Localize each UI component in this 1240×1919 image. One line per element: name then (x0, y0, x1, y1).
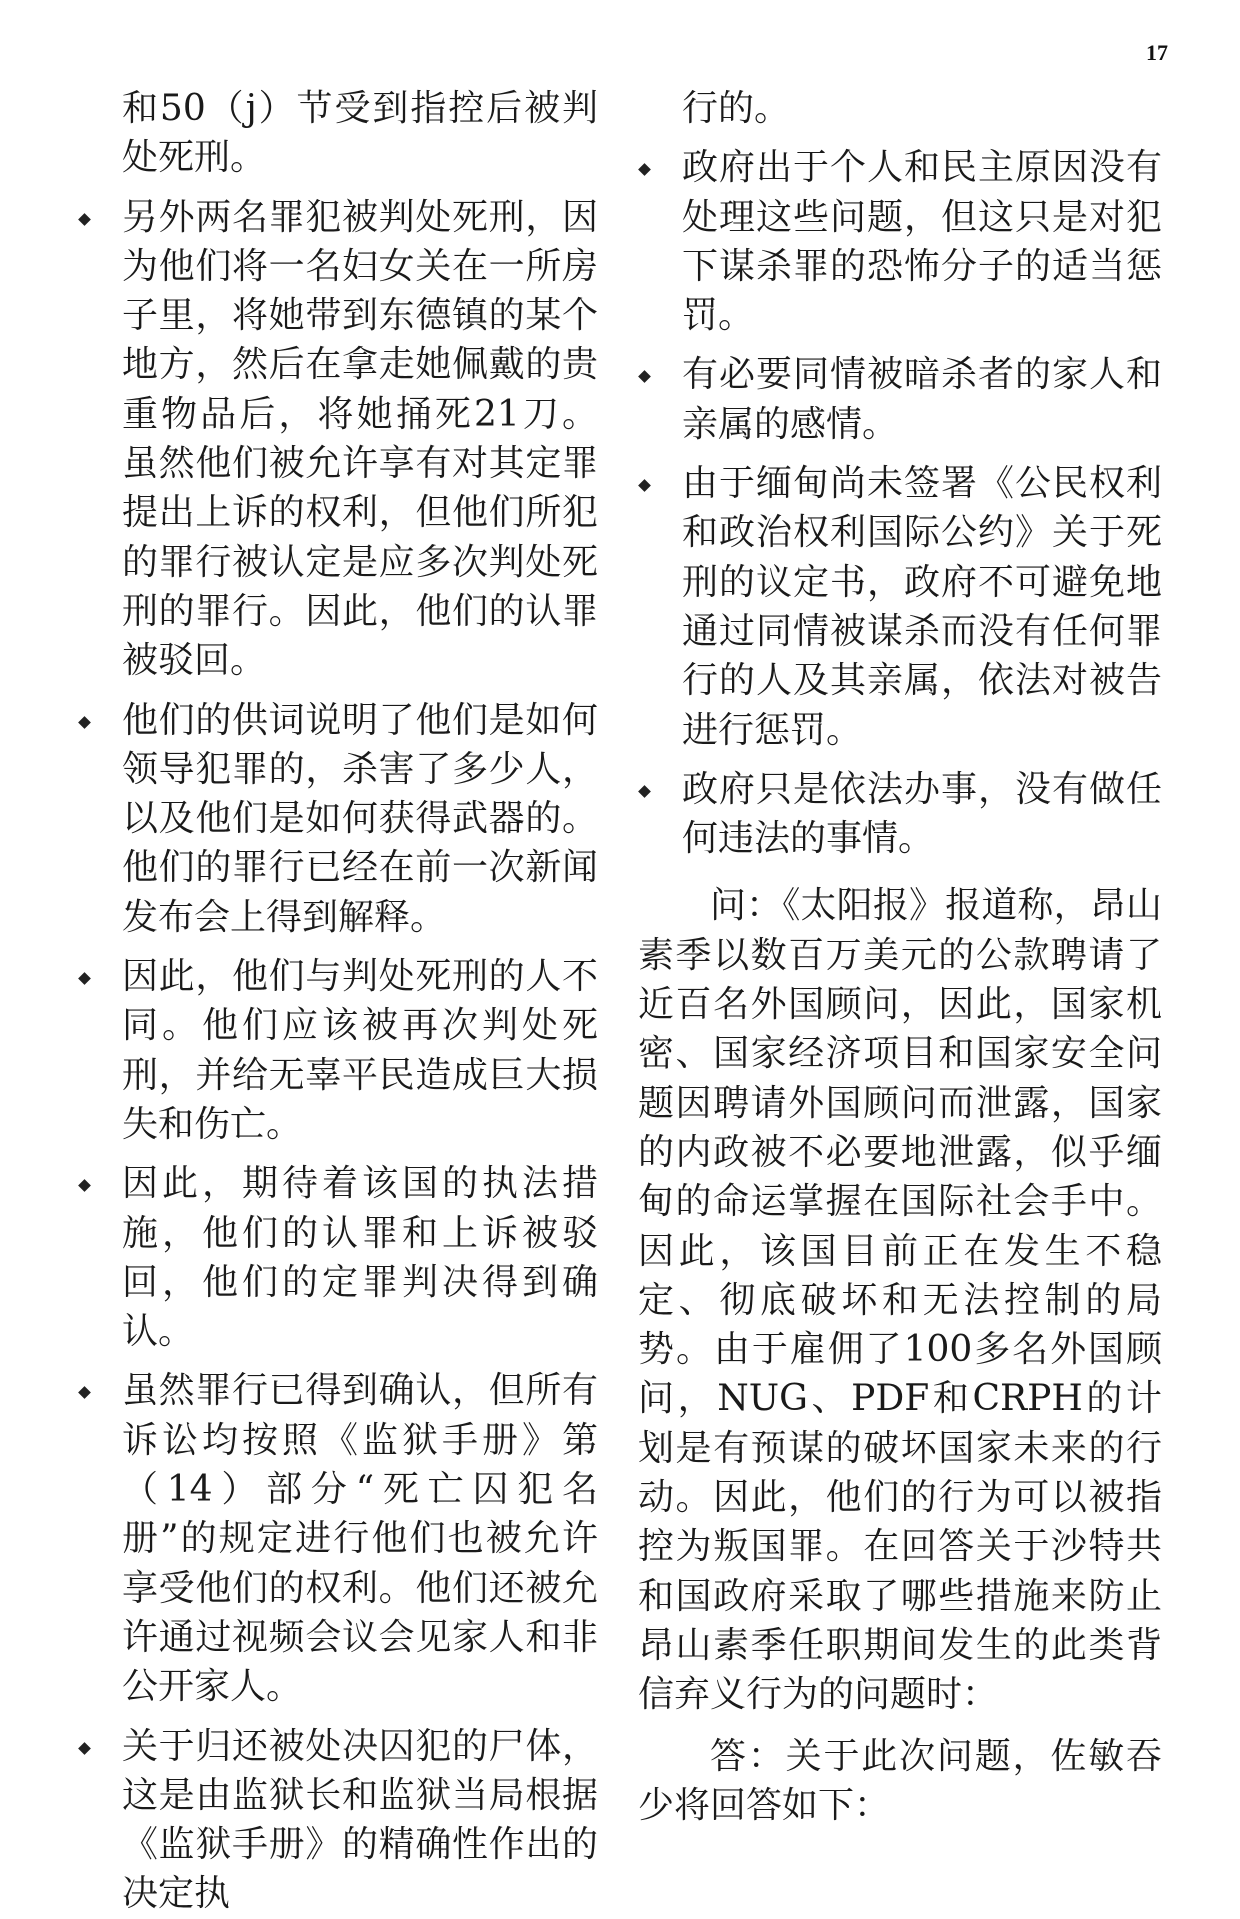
bullet-text: 有必要同情被暗杀者的家人和亲属的感情。 (682, 354, 1162, 445)
bullet-text: 虽然罪行已得到确认，但所有诉讼均按照《监狱手册》第（14）部分“死亡囚犯名册”的规定进行他们也被允许享受他们的权利。他们还被允许通过视频会议会见家人和非公开家人。 (122, 1370, 598, 1708)
bullet-text: 政府只是依法办事，没有做任何违法的事情。 (682, 768, 1162, 860)
right-column (638, 84, 1162, 1830)
page-number: 17 (1146, 40, 1168, 65)
bullet-text: 因此，他们与判处死刑的人不同。他们应该被再次判处死刑，并给无辜平民造成巨大损失和伤亡。 (122, 956, 598, 1145)
diamond-bullet-icon (78, 213, 91, 226)
diamond-bullet-icon (78, 716, 91, 729)
bullet-item (78, 952, 598, 1149)
diamond-bullet-icon (78, 1179, 91, 1192)
answer-paragraph: 答：关于此次问题，佐敏吞少将回答如下： (638, 1735, 1162, 1826)
bullet-text: 关于归还被处决囚犯的尸体，这是由监狱长和监狱当局根据《监狱手册》的精确性作出的决定执 (122, 1725, 598, 1915)
continued-paragraph: 行的。 (682, 88, 791, 129)
diamond-bullet-icon (78, 1387, 91, 1400)
continued-paragraph: 和50（j）节受到指控后被判处死刑。 (122, 88, 598, 179)
bullet-text: 因此，期待着该国的执法措施，他们的认罪和上诉被驳回，他们的定罪判决得到确认。 (122, 1163, 598, 1353)
left-column (78, 84, 598, 1919)
diamond-bullet-icon (78, 972, 91, 985)
question-paragraph: 问：《太阳报》报道称，昂山素季以数百万美元的公款聘请了近百名外国顾问，因此，国家机密、国家经济项目和国家安全问题因聘请外国顾问而泄露，国家的内政被不必要地泄露，似乎缅甸的命运掌握在国际社会手中。因此，该国目前正在发生不稳定、彻底破坏和无法控制的局势。由于雇佣了100多名外国顾问，NUG、PDF和CRPH的计划是有预谋的破坏国家未来的行动。因此，他们的行为可以被指控为叛国罪。在回答关于沙特共和国政府采取了哪些措施来防止昂山素季任职期间发生的此类背信弃义行为的问题时： (638, 885, 1162, 1716)
diamond-bullet-icon (78, 1742, 91, 1755)
bullet-text: 由于缅甸尚未签署《公民权利和政治权利国际公约》关于死刑的议定书，政府不可避免地通过同情被谋杀而没有任何罪行的人及其亲属，依法对被告进行惩罚。 (682, 463, 1162, 751)
diamond-bullet-icon (638, 163, 651, 176)
bullet-item (638, 350, 1162, 449)
bullet-item (638, 143, 1162, 340)
bullet-item (78, 1722, 598, 1919)
bullet-item (78, 696, 598, 942)
bullet-item (78, 193, 598, 686)
bullet-item (638, 459, 1162, 755)
bullet-text: 另外两名罪犯被判处死刑，因为他们将一名妇女关在一所房子里，将她带到东德镇的某个地方，然后在拿走她佩戴的贵重物品后，将她捅死21刀。虽然他们被允许享有对其定罪提出上诉的权利，但他们所犯的罪行被认定是应多次判处死刑的罪行。因此，他们的认罪被驳回。 (122, 196, 598, 682)
diamond-bullet-icon (638, 371, 651, 384)
diamond-bullet-icon (638, 785, 651, 798)
bullet-text: 政府出于个人和民主原因没有处理这些问题，但这只是对犯下谋杀罪的恐怖分子的适当惩罚。 (682, 147, 1162, 337)
bullet-item (638, 765, 1162, 864)
bullet-text: 他们的供词说明了他们是如何领导犯罪的，杀害了多少人，以及他们是如何获得武器的。他们的罪行已经在前一次新闻发布会上得到解释。 (122, 699, 598, 938)
bullet-item (78, 1159, 598, 1356)
bullet-item (78, 1366, 598, 1711)
diamond-bullet-icon (638, 479, 651, 492)
